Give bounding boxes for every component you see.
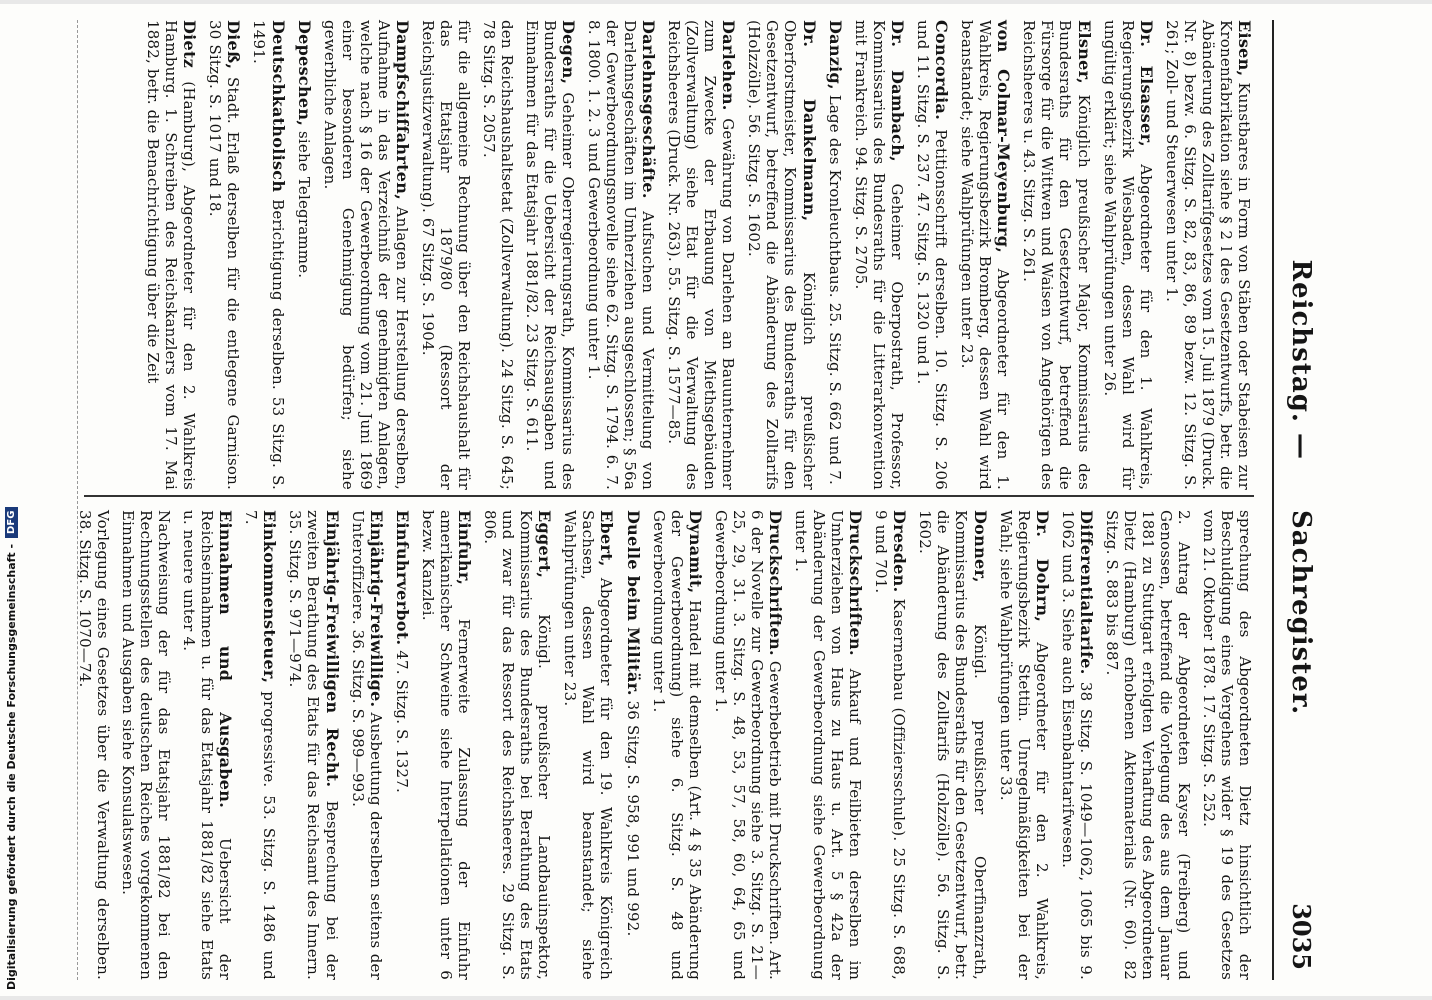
- register-entry: [916, 510, 989, 980]
- entry-headword: Donner,: [970, 510, 990, 583]
- page-number: 3035: [1287, 903, 1316, 970]
- register-entry: [349, 510, 386, 980]
- entry-headword: Dr. Dohrn,: [1032, 510, 1052, 623]
- entry-headword: Einjährig-Freiwilligen Recht.: [322, 510, 342, 788]
- register-entry: [712, 510, 785, 980]
- entry-headword: Eggert,: [535, 510, 555, 579]
- entry-text: Königlich preußischer Oberforstmeister, Kommissarius des Bundesraths für den Gesetzentwurf, betreffend die Abänderung des Zolltarifs (Holzzölle). 56. Sitzg. S. 1602.: [745, 20, 818, 491]
- column-left: [84, 20, 1254, 490]
- register-entry: [250, 20, 287, 490]
- entry-text: Lage des Kronleuchtbaus. 25. Sitzg. S. 662 und 7.: [825, 94, 844, 485]
- entry-text: Besprechung bei der zweiten Berathung des Etats für das Reichsamt des Innern. 35. Sitzg. S. 971—974.: [286, 510, 341, 980]
- entry-headword: Einfuhr,: [455, 510, 475, 586]
- register-entry: [1020, 20, 1093, 490]
- register-entry: [665, 20, 738, 490]
- entry-text: Fernerweite Zulassung der Einfuhr amerikanischer Schweine siehe Interpellationen unter 6 bezw. Kanzlei.: [418, 510, 474, 980]
- register-entry: [180, 510, 235, 980]
- entry-text: Uebersicht der Reichseinnahmen u. für das Etatsjahr 1881/82 siehe Etats u. neuere unter 4.: [180, 510, 235, 980]
- entry-headword: Dynamit,: [685, 510, 705, 594]
- entry-text: 47. Sitzg. S. 1327.: [392, 650, 411, 793]
- entry-text: Gewerbebetrieb mit Druckschriften. Art. 6 der Novelle zur Gewerbeordnung siehe 3. Sitzg. S. 21—25, 29, 31. 3. Sitzg. S. 48, 53, 57, 58, 60, 64, 65 und Gewerbeordnung unter 1.: [711, 510, 785, 980]
- register-entry: [585, 20, 658, 490]
- entry-text: Geheimer Oberpostrath, Professor, Kommissarius des Bundesraths für die Litterarkonvention mit Frankreich. 94. Sitzg. S. 2705.: [851, 20, 907, 490]
- entry-text: Abgeordneter für den 19. Wahlkreis Königreich Sachsen, dessen Wahl wird beanstandet; siehe Wahlprüfungen unter 23.: [561, 510, 616, 980]
- register-entry: [914, 20, 951, 490]
- entry-headword: Elsner,: [1074, 20, 1094, 85]
- register-entry: [393, 510, 412, 980]
- register-entry: [561, 510, 616, 980]
- entry-headword: Druckschriften.: [766, 510, 786, 656]
- entry-text: Stadt. Erlaß derselben für die entlegene Garnison. 30 Sitzg. S. 1017 und 18.: [206, 20, 243, 490]
- entry-text: Ausbeutung derselben seitens der Unteroffiziere. 36. Sitzg. S. 989—993.: [348, 510, 385, 980]
- entry-text: (Hamburg), Abgeordneter für den 2. Wahlkreis Hamburg. 1. Schreiben des Reichskanzlers vom 17. Mai 1882, betr. die Benachrichtigung über die Zeit: [144, 20, 199, 490]
- entry-headword: Ebert,: [597, 510, 617, 567]
- entry-headword: Dieß,: [224, 20, 244, 70]
- entry-text: Vorlegung eines Gesetzes über die Verwaltung derselben. 38. Sitzg. S. 1070—74.: [76, 510, 112, 980]
- entry-text: Königlich preußischer Major, Kommissarius des Bundesraths für den Gesetzentwurf, betreffend die Fürsorge für die Wittwen und Waisen von Angehörigen des Reichsheeres u. 43. Sitzg. S. 261.: [1020, 20, 1093, 490]
- entry-headword: Deutschkatholisch: [268, 20, 288, 193]
- entry-headword: Concordia.: [932, 20, 952, 121]
- column-right: [76, 510, 1254, 980]
- register-entry: [1163, 20, 1254, 490]
- entry-headword: von Colmar-Meyenburg,: [994, 20, 1014, 254]
- entry-text: progressive. 53. Sitzg. S. 1486 und 7.: [242, 510, 279, 980]
- column-divider: [84, 495, 1254, 497]
- dfg-logo: DFG: [5, 507, 18, 538]
- entry-headword: Duelle beim Militär.: [623, 510, 643, 696]
- entry-headword: Degen,: [559, 20, 579, 85]
- page-header: [1266, 0, 1366, 1000]
- entry-text: Abgeordneter für den 1. Wahlkreis, Regierungsbezirk Wiesbaden, dessen Wahl wird für ungültig erklärt; siehe Wahlprüfungen unter 26.: [1100, 20, 1155, 490]
- header-rule: [1272, 20, 1274, 980]
- entry-headword: Depeschen,: [294, 20, 314, 127]
- register-entry: [872, 510, 909, 980]
- entry-text: Ankauf und Feilbieten derselben im Umherziehen von Haus zu Haus u. Art. 5 § 42a der Abänderung der Gewerbeordnung siehe Gewerbeordnung unter 1.: [792, 510, 865, 980]
- register-entry: [119, 510, 173, 980]
- entry-text: Petitionsschrift derselben. 10. Sitzg. S. 206 und 11. Sitzg. S. 237. 47. Sitzg. S. 1320 und 1.: [914, 20, 951, 490]
- entry-headword: Druckschriften.: [846, 510, 866, 656]
- register-entry: [1200, 510, 1254, 980]
- entry-headword: Darlehnsgeschäfte.: [639, 20, 659, 199]
- entry-text: Kunstbares in Form von Stäben oder Stabeisen zur Kronenfabrikation siehe § 2 l des Gesetzentwurfs, betr. die Abänderung des Zolltarifgesetzes vom 15. Juli 1879 (Druck. Nr. 8) bezw. 6. Sitzg. S. 82, 83, 86, 89 bezw. 12. Sitzg. S. 261; Zoll- und Steuerwesen unter 1.: [1162, 20, 1253, 490]
- entry-text: 36 Sitzg. S. 958, 991 und 992.: [623, 700, 642, 937]
- entry-text: Kasernenbau (Offiziersschule). 25 Sitzg. S. 688, 9 und 701.: [872, 510, 909, 980]
- entry-text: Königl. preußischer Oberfinanzrath, Kommissarius des Bundesraths für den Gesetzentwurf, betr. die Abänderung des Zolltarifs (Holzzölle). 56. Sitzg. S. 1602.: [916, 510, 989, 980]
- register-entry: [746, 20, 819, 490]
- entry-headword: Einfuhrverbot.: [392, 510, 412, 646]
- entry-text: Königl. preußischer Landbauinspektor, Kommissarius des Bundesraths bei Berathung des Etats und zwar für das Ressort des Reichsheeres. 29 Sitzg. S. 806.: [481, 510, 554, 980]
- entry-text: Abgeordneter für den 1. Wahlkreis, Regierungsbezirk Bromberg, dessen Wahl wird beanstandet; siehe Wahlprüfungen unter 23.: [958, 20, 1013, 490]
- register-entry: [852, 20, 907, 490]
- entry-headword: Dietz: [180, 20, 200, 69]
- register-entry: [480, 20, 516, 490]
- entry-headword: Danzig,: [825, 20, 845, 90]
- register-entry: [1103, 510, 1193, 980]
- register-entry: [295, 20, 314, 490]
- entry-text: Berichtigung derselben. 53 Sitzg. S. 1491.: [250, 20, 287, 490]
- register-entry: [144, 20, 199, 490]
- entry-text: Abgeordneter für den 2. Wahlkreis, Regierungsbezirk Stettin. Unregelmäßigkeiten bei der Wahl; siehe Wahlprüfungen unter 33.: [996, 510, 1051, 980]
- footer-rule: [77, 20, 78, 980]
- register-entry: [481, 510, 554, 980]
- running-head-left: Reichstag. —: [1286, 259, 1316, 460]
- register-entry: [624, 510, 643, 980]
- entry-text: den Reichshaushaltsetat (Zollverwaltung). 24 Sitzg. S. 645; 78 Sitzg. S. 2057.: [479, 20, 516, 490]
- entry-text: Geheimer Oberregierungsrath, Kommissarius des Bundesraths für die Uebersicht der Reichsausgaben und Einnahmen für das Etatsjahr 1881/82. 23 Sitzg. S. 611.: [522, 20, 578, 490]
- entry-headword: Einjährig-Freiwillige.: [366, 510, 386, 708]
- entry-headword: Dampfschiffahrten,: [392, 20, 412, 201]
- register-page: [66, 0, 1366, 1000]
- register-entry: [1059, 510, 1096, 980]
- entry-headword: Darlehen.: [719, 20, 739, 111]
- entry-text: Anlagen zur Herstellung derselben, Aufnahme in das Verzeichniß der genehmigten Anlagen, welche nach § 16 der Gewerbeordnung vom 21. Juni 1869 einer besonderen Genehmigung bedürfen; siehe gewerbliche Anlagen.: [320, 20, 411, 490]
- entry-text: 2. Antrag der Abgeordneten Kayser (Freiberg) und Genossen, betreffend die Vorlegung des aus dem Januar 1881 zu Stuttgart erfolgten Verhaftung des Abgeordneten Dietz (Hamburg) erhobenen Aktenmaterials (Nr. 60). 82 Sitzg. S. 883 bis 887.: [1103, 510, 1193, 980]
- register-entry: [650, 510, 705, 980]
- entry-text: siehe Telegramme.: [294, 130, 313, 279]
- digitization-note: [0, 20, 22, 1000]
- register-entry: [419, 20, 473, 490]
- entry-headword: Dresden.: [890, 510, 910, 593]
- digitization-note-text: Digitalisierung gefördert durch die Deutsche Forschungsgemeinschaft -: [4, 543, 18, 990]
- register-entry: [1101, 20, 1156, 490]
- entry-text: Aufsuchen und Vermittelung von Darlehnsgeschäften im Umherziehen ausgeschlossen; § 56a der Gewerbeordnungsnovelle siehe 62. Sitzg. S. 1794. 6. 7. 8. 1800. 1. 2. 3 und Gewerbeordnung unter 1.: [585, 20, 658, 490]
- register-entry: [792, 510, 865, 980]
- register-entry: [826, 20, 845, 490]
- entry-headword: Einkommensteuer,: [260, 510, 280, 684]
- register-entry: [286, 510, 341, 980]
- register-entry: [419, 510, 474, 980]
- register-entry: [242, 510, 279, 980]
- entry-text: Gewährung von Darlehen an Bauunternehmer zum Zwecke der Erbauung von Miethsgebäuden (Zollverwaltung) siehe Etat für die Verwaltung des Reichsheeres (Druck. Nr. 263). 55. Sitzg. S. 1577—85.: [665, 20, 738, 490]
- entry-text: sprechung des Abgeordneten Dietz hinsichtlich der Beschuldigung eines Vergehens wider § 19 des Gesetzes vom 21. Oktober 1878. 17. Sitzg. S. 252.: [1200, 510, 1254, 980]
- register-entry: [997, 510, 1052, 980]
- entry-headword: Einnahmen und Ausgaben.: [216, 510, 236, 809]
- entry-text: 38 Sitzg. S. 1049—1062, 1065 bis 9. 1062 und 3. Siehe auch Eisenbahntarifwesen.: [1058, 510, 1095, 980]
- register-entry: [206, 20, 243, 490]
- entry-headword: Dr. Elsasser,: [1136, 20, 1156, 148]
- register-entry: [958, 20, 1013, 490]
- register-entry: [321, 20, 412, 490]
- running-head-right: Sachregister.: [1286, 510, 1316, 716]
- entry-headword: Dr. Dambach,: [888, 20, 908, 163]
- register-entry: [523, 20, 578, 490]
- page-footer: [66, 0, 86, 1000]
- entry-headword: Dr. Dankelmann,: [799, 20, 819, 222]
- entry-headword: Differentialtarife.: [1077, 510, 1096, 675]
- entry-text: Handel mit demselben (Art. 4 § 35 Abänderung der Gewerbeordnung) siehe 6. Sitzg. S. 48 und Gewerbeordnung unter 1.: [649, 510, 704, 980]
- entry-text: Nachweisung der für das Etatsjahr 1881/82 bei den Rechnungsstellen des deutschen Reiches vorgekommenen Einnahmen und Ausgaben siehe Konsulatswesen.: [119, 510, 173, 980]
- entry-text: für die allgemeine Rechnung über den Reichshaushalt für das Etatsjahr 1879/80 (Ressort der Reichsjustizverwaltung). 67 Sitzg. S. 1904.: [418, 20, 473, 490]
- entry-headword: Eisen,: [1235, 20, 1254, 77]
